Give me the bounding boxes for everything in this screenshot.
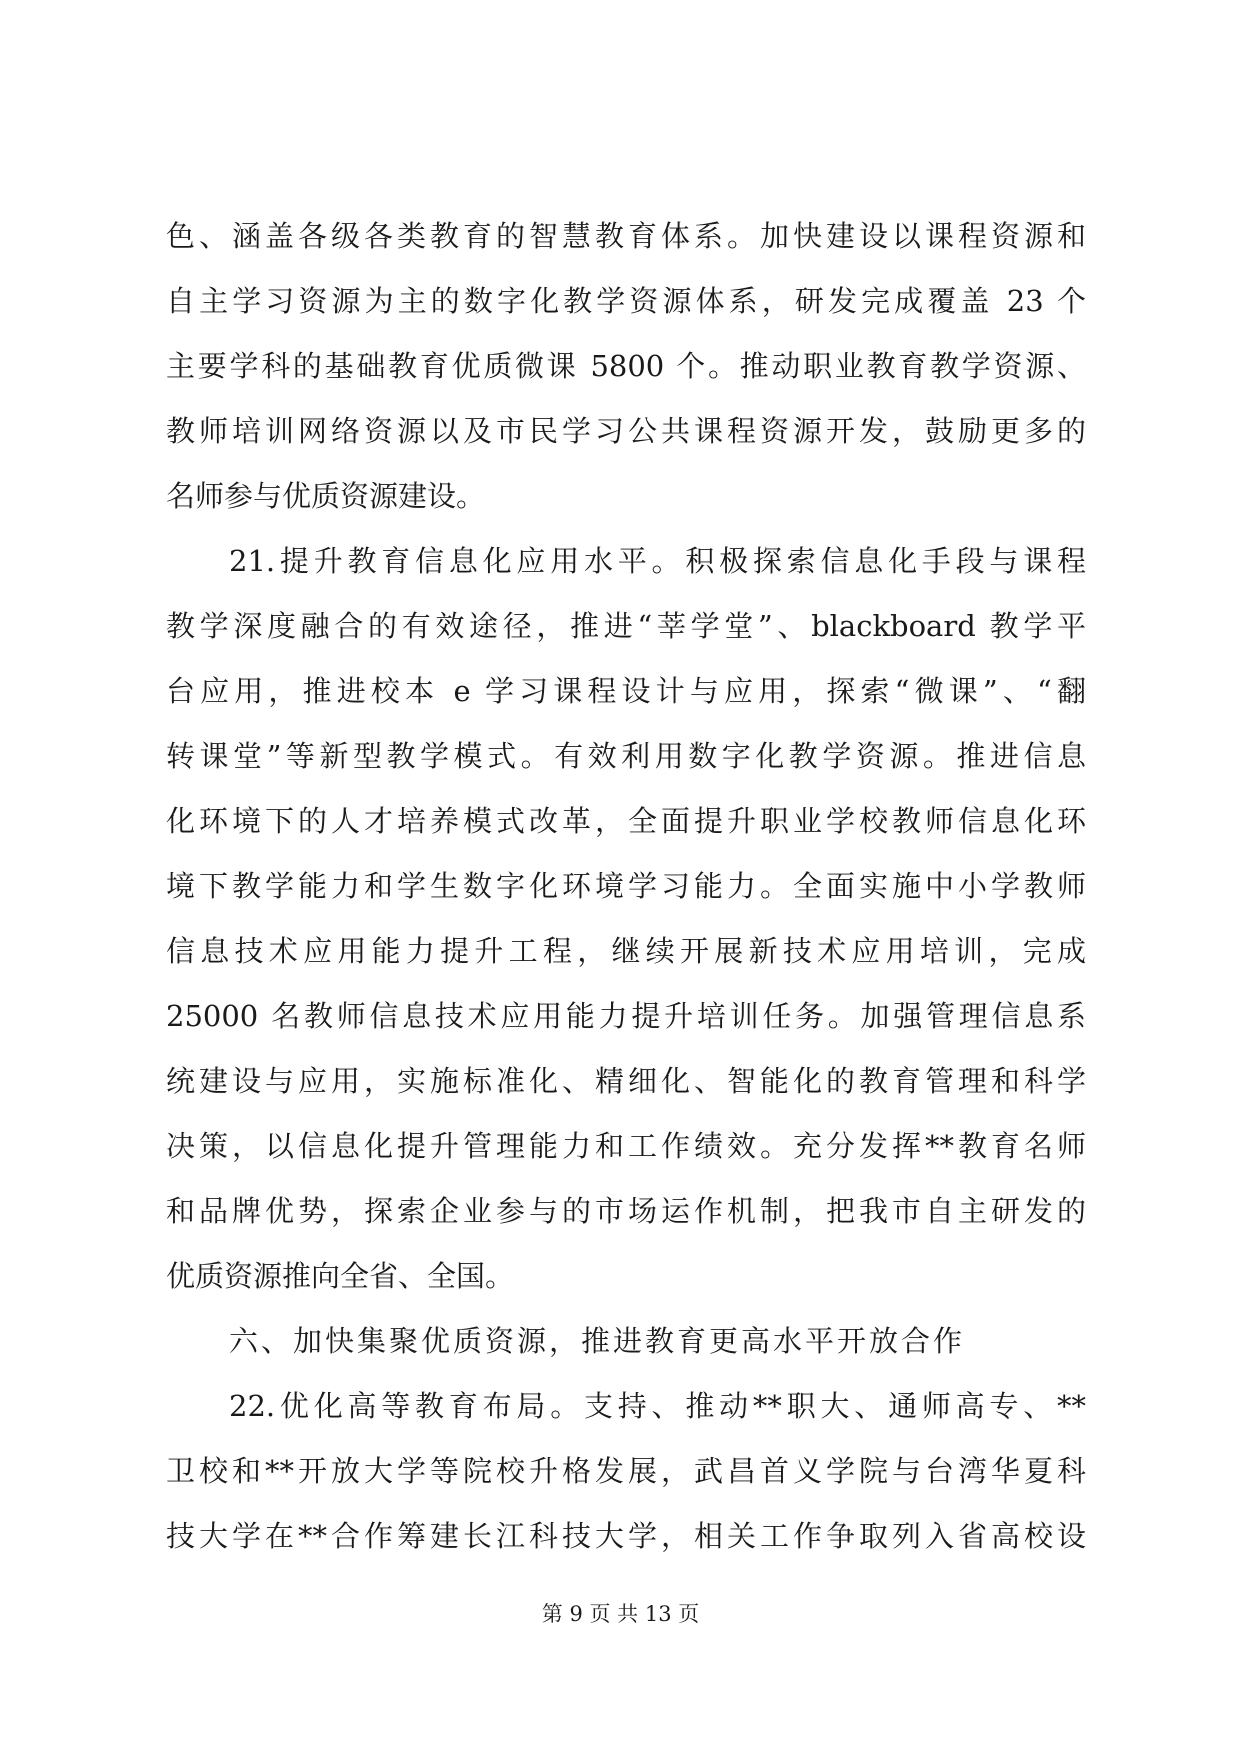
paragraph-first-line: 22.优化高等教育布局。支持、推动**职大、通师高专、** — [229, 1389, 1086, 1423]
body-text-line: 卫校和**开放大学等院校升格发展，武昌首义学院与台湾华夏科 — [166, 1454, 1086, 1488]
section-heading: 六、加快集聚优质资源，推进教育更高水平开放合作 — [229, 1324, 966, 1358]
body-text-line: 技大学在**合作筹建长江科技大学，相关工作争取列入省高校设 — [166, 1519, 1086, 1553]
body-text-line: 化环境下的人才培养模式改革，全面提升职业学校教师信息化环 — [166, 804, 1086, 838]
body-text-line: 教学深度融合的有效途径，推进“莘学堂”、blackboard 教学平 — [166, 609, 1086, 643]
body-text-line: 转课堂”等新型教学模式。有效利用数字化教学资源。推进信息 — [166, 739, 1086, 773]
body-text-line: 自主学习资源为主的数字化教学资源体系，研发完成覆盖 23 个 — [166, 284, 1086, 318]
body-text-line: 决策，以信息化提升管理能力和工作绩效。充分发挥**教育名师 — [166, 1129, 1086, 1163]
body-text-line: 名师参与优质资源建设。 — [166, 479, 486, 513]
body-text-line: 主要学科的基础教育优质微课 5800 个。推动职业教育教学资源、 — [166, 349, 1086, 383]
body-text-line: 色、涵盖各级各类教育的智慧教育体系。加快建设以课程资源和 — [166, 219, 1086, 253]
body-text-line: 信息技术应用能力提升工程，继续开展新技术应用培训，完成 — [166, 934, 1086, 968]
body-text-line: 和品牌优势，探索企业参与的市场运作机制，把我市自主研发的 — [166, 1194, 1086, 1228]
body-text-line: 25000 名教师信息技术应用能力提升培训任务。加强管理信息系 — [166, 999, 1086, 1033]
paragraph-first-line: 21.提升教育信息化应用水平。积极探索信息化手段与课程 — [229, 544, 1086, 578]
body-text-line: 优质资源推向全省、全国。 — [166, 1259, 515, 1293]
body-text-line: 台应用，推进校本 e 学习课程设计与应用，探索“微课”、“翻 — [166, 674, 1086, 708]
body-text-line: 教师培训网络资源以及市民学习公共课程资源开发，鼓励更多的 — [166, 414, 1086, 448]
body-text-line: 统建设与应用，实施标准化、精细化、智能化的教育管理和科学 — [166, 1064, 1086, 1098]
page-number-footer: 第 9 页 共 13 页 — [541, 1602, 700, 1626]
body-text-line: 境下教学能力和学生数字化环境学习能力。全面实施中小学教师 — [166, 869, 1086, 903]
